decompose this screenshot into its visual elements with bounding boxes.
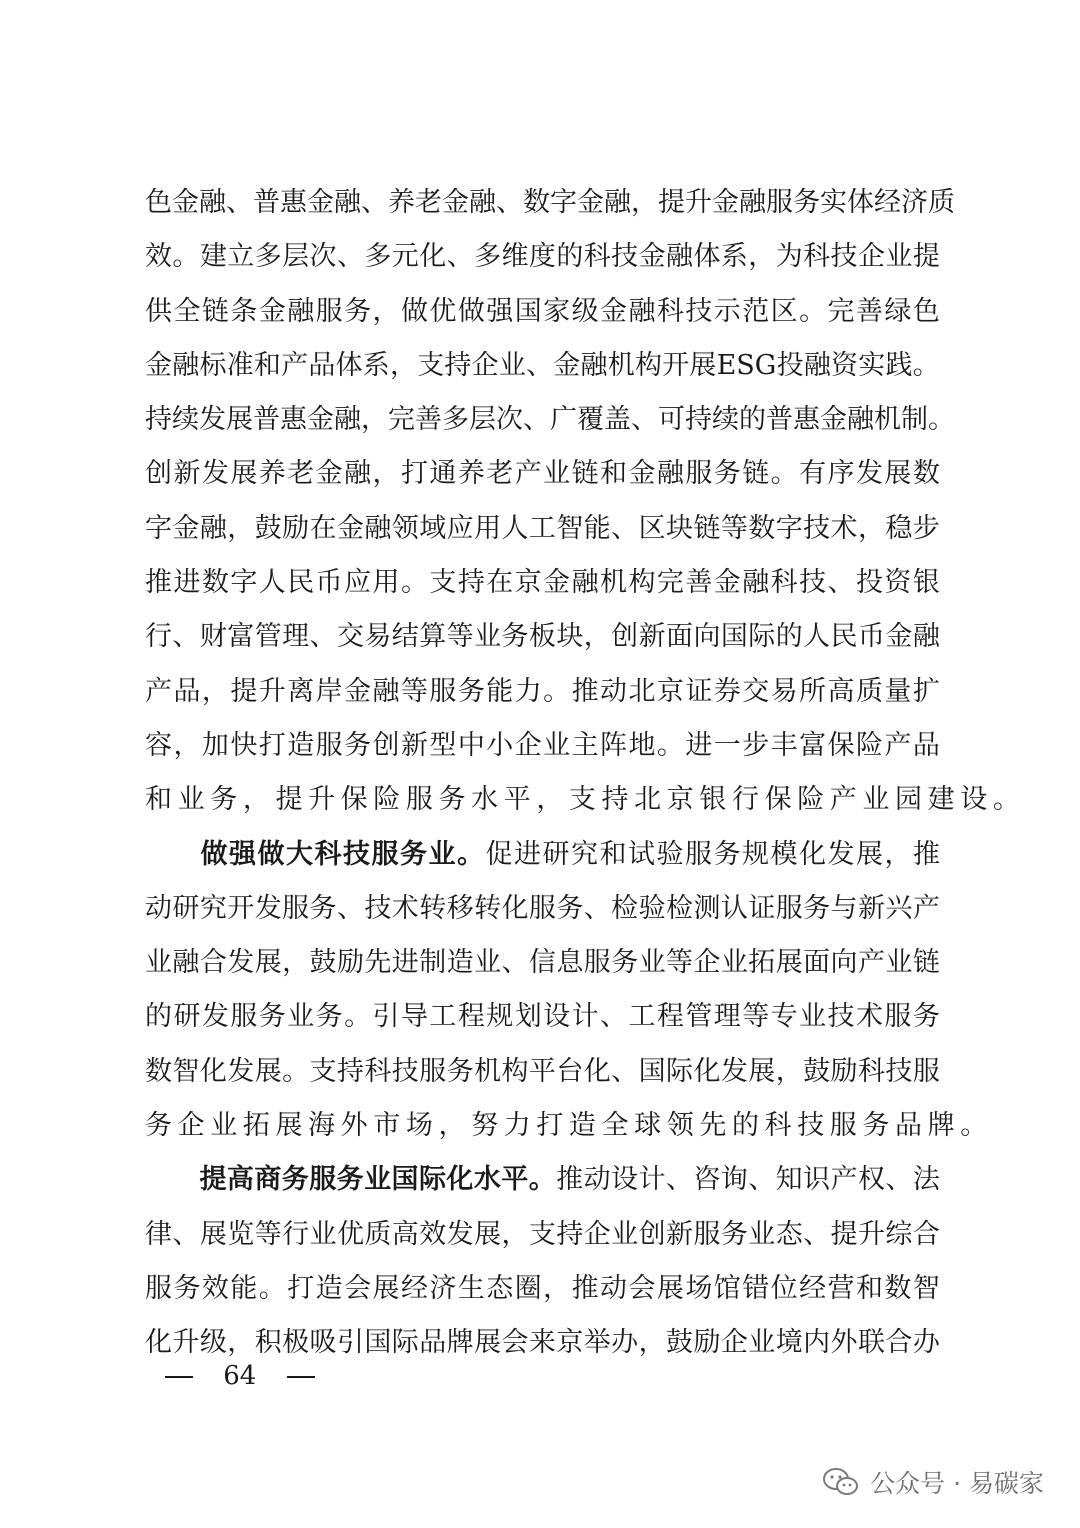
text-line: 提 高 商 务 服 务 业 国 际 化 水 平 。 推 动 设 计 、 咨 询 、 知 识 产 权 、 法 (145, 1153, 940, 1207)
text-line: 律 、 展 览 等 行 业 优 质 高 效 发 展 ， 支 持 企 业 创 新 服 务 业 态 、 提 升 综 合 (145, 1218, 940, 1250)
text-line: 业 融 合 发 展 ， 鼓 励 先 进 制 造 业 、 信 息 服 务 业 等 企 业 拓 展 面 向 产 业 链 (145, 947, 940, 979)
page-number-right-dash (287, 1376, 315, 1378)
text-line: 创 新 发 展 养 老 金 融 ， 打 通 养 老 产 业 链 和 金 融 服 务 链 。 有 序 发 展 数 (145, 458, 940, 490)
text-line: 推 进 数 字 人 民 币 应 用 。 支 持 在 京 金 融 机 构 完 善 金 融 科 技 、 投 资 银 (145, 567, 940, 599)
text-line: 和 业 务 ， 提 升 保 险 服 务 水 平 ， 支 持 北 京 银 行 保 险 产 业 园 建 设 。 (145, 784, 1026, 816)
paragraph-indent (145, 828, 199, 882)
text-line: 产 品 ， 提 升 离 岸 金 融 等 服 务 能 力 。 推 动 北 京 证 券 交 易 所 高 质 量 扩 (145, 675, 940, 707)
text-line: 色 金 融 、 普 惠 金 融 、 养 老 金 融 、 数 字 金 融 ， 提 升 金 融 服 务 实 体 经 济 质 (145, 187, 955, 218)
text-line: 行 、 财 富 管 理 、 交 易 结 算 等 业 务 板 块 ， 创 新 面 向 国 际 的 人 民 币 金 融 (145, 621, 940, 653)
text-line: 持 续 发 展 普 惠 金 融 ， 完 善 多 层 次 、 广 覆 盖 、 可 持 续 的 普 惠 金 融 机 制 。 (145, 404, 955, 436)
text-line: 务 企 业 拓 展 海 外 市 场 ， 努 力 打 造 全 球 领 先 的 科 技 服 务 品 牌 。 (145, 1110, 993, 1142)
text-line: 的 研 发 服 务 业 务 。 引 导 工 程 规 划 设 计 、 工 程 管 理 等 专 业 技 术 服 务 (145, 1001, 940, 1033)
paragraph-indent (145, 1153, 199, 1207)
text-line: 服 务 效 能 。 打 造 会 展 经 济 生 态 圈 ， 推 动 会 展 场 馆 错 位 经 营 和 数 智 (145, 1272, 940, 1304)
text-line: 金 融 标 准 和 产 品 体 系 ， 支 持 企 业 、 金 融 机 构 开 展 ESG 投 融 资 实 践 。 (145, 349, 940, 381)
page-number-left-dash (165, 1376, 193, 1378)
text-line: 化 升 级 ， 积 极 吸 引 国 际 品 牌 展 会 来 京 举 办 ， 鼓 励 企 业 境 内 外 联 合 办 (145, 1327, 940, 1359)
watermark-text: 公众号 · 易碳家 (870, 1469, 1044, 1498)
text-line: 效 。 建 立 多 层 次 、 多 元 化 、 多 维 度 的 科 技 金 融 体 系 ， 为 科 技 企 业 提 (145, 241, 940, 273)
text-line: 做 强 做 大 科 技 服 务 业 。 促 进 研 究 和 试 验 服 务 规 模 化 发 展 ， 推 (145, 828, 940, 882)
body-text (145, 176, 1026, 1371)
page-number-value: 64 (223, 1361, 257, 1391)
watermark (822, 1462, 1044, 1502)
text-line: 字 金 融 ， 鼓 励 在 金 融 领 域 应 用 人 工 智 能 、 区 块 链 等 数 字 技 术 ， 稳 步 (145, 512, 940, 544)
text-line: 供 全 链 条 金 融 服 务 ， 做 优 做 强 国 家 级 金 融 科 技 示 范 区 。 完 善 绿 色 (145, 295, 940, 327)
page-number (165, 1358, 315, 1394)
text-line: 数 智 化 发 展 。 支 持 科 技 服 务 机 构 平 台 化 、 国 际 化 发 展 ， 鼓 励 科 技 服 (145, 1055, 940, 1087)
wechat-icon (822, 1467, 860, 1497)
text-line: 动 研 究 开 发 服 务 、 技 术 转 移 转 化 服 务 、 检 验 检 测 认 证 服 务 与 新 兴 产 (145, 892, 940, 924)
text-line: 容 ， 加 快 打 造 服 务 创 新 型 中 小 企 业 主 阵 地 。 进 一 步 丰 富 保 险 产 品 (145, 729, 940, 761)
